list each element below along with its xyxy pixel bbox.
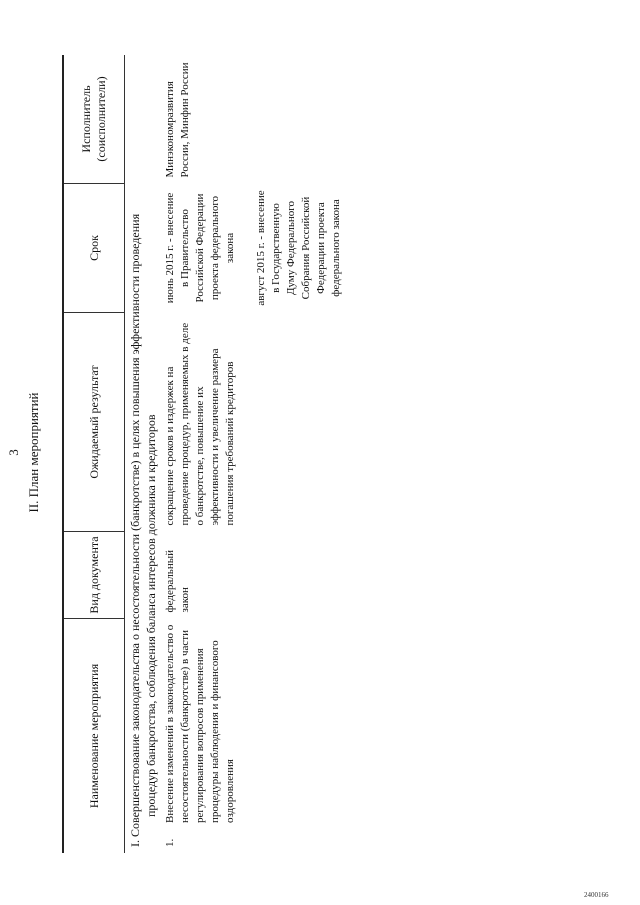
table-header-row	[63, 55, 125, 853]
row-executor: Минэкономразвития России, Минфин России	[164, 62, 191, 178]
section-heading-line2: процедур банкротства, соблюдения баланса интересов должника и кредиторов	[144, 414, 158, 817]
section-heading-line1: I. Совершенствование законодательства о несостоятельности (банкротстве) в целях повышения эффективности проведения	[128, 213, 142, 847]
page-number: 3	[6, 449, 21, 456]
row-number: 1.	[164, 838, 176, 847]
header-result: Ожидаемый результат	[63, 313, 125, 532]
header-name: Наименование мероприятия	[63, 619, 125, 854]
document-code: 2400166	[584, 891, 609, 899]
header-term: Срок	[63, 184, 125, 313]
section-title: II. План мероприятий	[26, 392, 41, 513]
section-heading	[125, 55, 162, 853]
section-heading-row	[125, 55, 162, 853]
row-term-2: август 2015 г. - внесение в Государственную Думу Федерального Собрания Российской Федерации проекта федерального закона	[255, 190, 342, 306]
table-row	[161, 55, 346, 853]
row-doc-type: федеральный закон	[164, 550, 191, 613]
row-name: Внесение изменений в законодательство о несостоятельности (банкротстве) в части регулирования вопросов применения процедуры наблюдения и финансового оздоровления	[164, 624, 236, 823]
row-term	[161, 184, 346, 313]
row-term-1: июнь 2015 г. - внесение в Правительство Российской Федерации проекта федерального закона	[164, 192, 236, 304]
row-result: сокращение сроков и издержек на проведение процедур, применяемых в деле о банкротстве, повышение их эффективности и увеличение размера погашения требований кредиторов	[164, 322, 236, 526]
plan-table	[62, 55, 346, 853]
header-executor: Исполнитель (соисполнители)	[63, 55, 125, 184]
header-doc-type: Вид документа	[63, 532, 125, 619]
